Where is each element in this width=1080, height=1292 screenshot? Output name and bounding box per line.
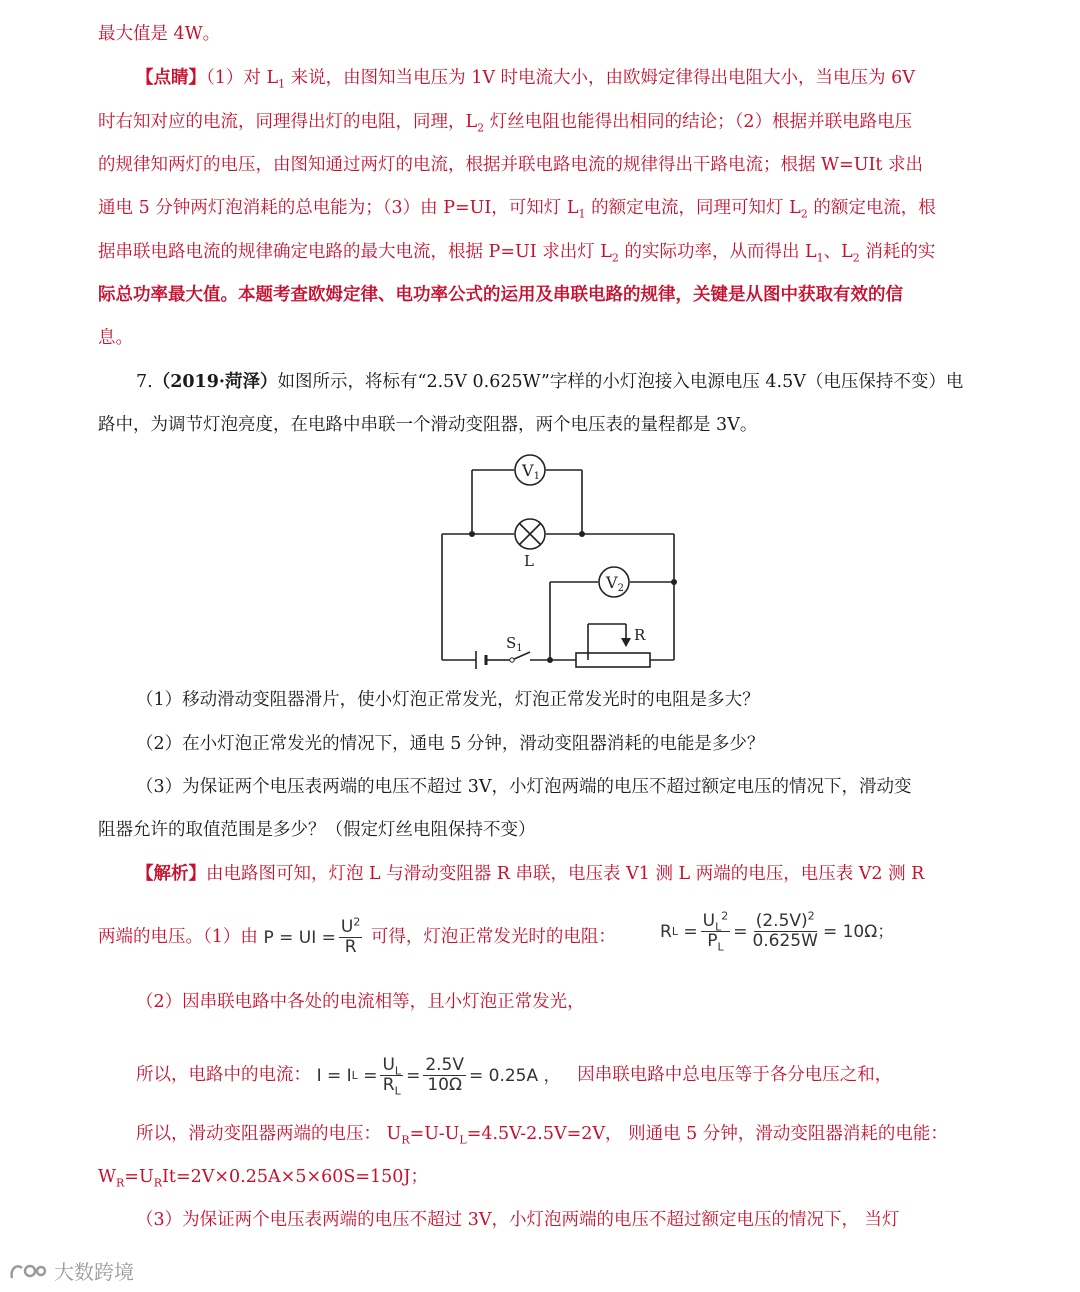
question-line: （1）移动滑动变阻器滑片，使小灯泡正常发光，灯泡正常发光时的电阻是多大？ bbox=[136, 690, 760, 710]
slider-arrow bbox=[621, 638, 631, 647]
text-line: 通电 5 分钟两灯泡消耗的总电能为；（3）由 P=UI，可知灯 $L_1$ 的额定电流，同理可知灯 $L_2$ 的额定电流，根 bbox=[98, 198, 936, 221]
analysis-line: （2）因串联电路中各处的电流相等，且小灯泡正常发光， bbox=[136, 992, 585, 1012]
question-line: （2）在小灯泡正常发光的情况下，通电 5 分钟，滑动变阻器消耗的电能是多少？ bbox=[136, 734, 765, 754]
resistance-formula: R L = $\frac{U_L^2}{P_L}$ = $\frac{(2.5V)^2}{0.625W}$ = 10Ω； bbox=[660, 909, 895, 954]
text-line: 据串联电路电流的规律确定电路的最大电流，根据 P=UI 求出灯 $L_2$ 的实际功率，从而得出 $L_1$、$L_2$ 消耗的实 bbox=[98, 242, 936, 265]
watermark-logo-icon bbox=[8, 1260, 48, 1282]
v1-label: V1 bbox=[522, 461, 540, 482]
text-line: 最大值是 4W。 bbox=[98, 24, 221, 44]
analysis-line: 两端的电压。（1）由 P = UI = $\frac{U^2}{R}$ 可得，灯泡正常发光时的电阻： bbox=[98, 915, 616, 957]
analysis-line: 所以，滑动变阻器两端的电压： $U_R=U-U_L=4.5V-2.5V=2V$， 则通电 5 分钟，滑动变阻器消耗的电能： bbox=[136, 1124, 948, 1147]
question-line: （3）为保证两个电压表两端的电压不超过 3V，小灯泡两端的电压不超过额定电压的情况下，滑动变 bbox=[136, 777, 912, 797]
question-line: 7.（2019·菏泽）如图所示，将标有“2.5V 0.625W”字样的小灯泡接入电源电压 4.5V（电压保持不变）电 bbox=[136, 372, 964, 392]
analysis-line: 所以，电路中的电流： I = I L = $\frac{U_L}{R_L}$ = $\frac{2.5V}{10\Omega}$ = 0.25A ， 因串联电路中总电压等于各分电压之和， bbox=[136, 1055, 893, 1098]
analysis-line: （3）为保证两个电压表两端的电压不超过 3V，小灯泡两端的电压不超过额定电压的情况下， 当灯 bbox=[136, 1210, 900, 1230]
text-line: 息。 bbox=[98, 328, 133, 348]
text-line: 【点睛】（1）对 $L_1$ 来说，由图知当电压为 1V 时电流大小，由欧姆定律得出电阻大小，当电压为 6V bbox=[136, 68, 915, 91]
analysis-line: $W_R=U_RIt=2V\times 0.25A\times 5\times 60S=150J$； bbox=[98, 1167, 428, 1190]
text-line: 时右知对应的电流，同理得出灯的电阻，同理，$L_2$ 灯丝电阻也能得出相同的结论；（2）根据并联电路电压 bbox=[98, 112, 913, 135]
analysis-line: 【解析】由电路图可知，灯泡 L 与滑动变阻器 R 串联，电压表 V1 测 L 两端的电压，电压表 V2 测 R bbox=[136, 864, 925, 884]
watermark: 大数跨境 bbox=[8, 1256, 134, 1285]
switch-label: $S_1$ bbox=[506, 634, 523, 654]
question-line: 阻器允许的取值范围是多少？（假定灯丝电阻保持不变） bbox=[98, 820, 536, 840]
question-line: 路中，为调节灯泡亮度，在电路中串联一个滑动变阻器，两个电压表的量程都是 3V。 bbox=[98, 415, 758, 435]
rheostat-label: R bbox=[634, 626, 646, 644]
power-formula: P = UI = $\frac{U^2}{R}$ bbox=[263, 915, 361, 957]
text-line: 际总功率最大值。本题考查欧姆定律、电功率公式的运用及串联电路的规律，关键是从图中获取有效的信 bbox=[98, 285, 903, 305]
dianjing-label: 【点睛】 bbox=[136, 68, 206, 88]
lamp-label: L bbox=[524, 552, 534, 570]
current-formula: I = I L = $\frac{U_L}{R_L}$ = $\frac{2.5V}{10\Omega}$ = 0.25A ， bbox=[316, 1055, 561, 1098]
circuit-diagram bbox=[430, 448, 690, 673]
v2-label: V2 bbox=[606, 573, 624, 594]
jiexi-label: 【解析】 bbox=[136, 864, 206, 884]
text-line: 的规律知两灯的电压，由图知通过两灯的电流，根据并联电路电流的规律得出干路电流；根据 W=UIt 求出 bbox=[98, 155, 923, 175]
